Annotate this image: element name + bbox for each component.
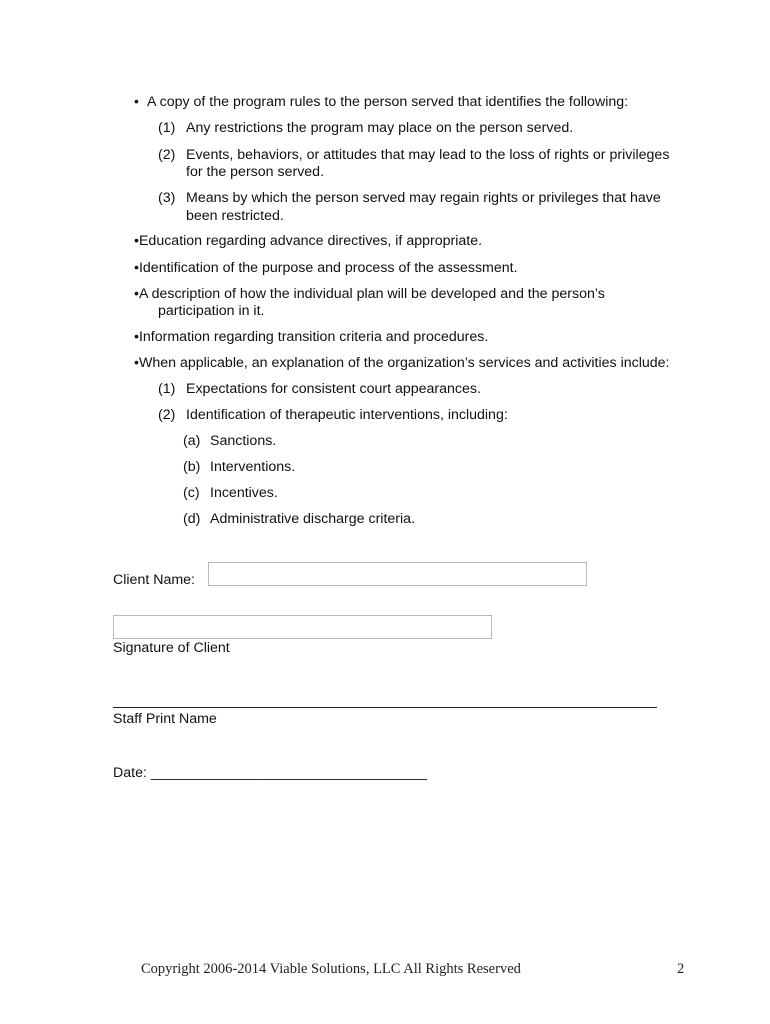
copyright-footer: Copyright 2006-2014 Viable Solutions, LLC All Rights Reserved bbox=[141, 961, 521, 977]
list-item-text: •A description of how the individual plan will be developed and the person’s bbox=[134, 286, 605, 302]
list-marker: (1) bbox=[158, 120, 176, 136]
list-marker: (3) bbox=[158, 190, 176, 206]
list-item-text: Administrative discharge criteria. bbox=[210, 511, 416, 527]
list-item-text: Identification of therapeutic interventions, including: bbox=[186, 407, 508, 423]
list-item-text: •Information regarding transition criteria and procedures. bbox=[134, 329, 489, 345]
client-name-label: Client Name: bbox=[113, 572, 196, 588]
list-marker: (2) bbox=[158, 407, 176, 423]
list-item-text: •When applicable, an explanation of the organization’s services and activities include: bbox=[134, 355, 670, 371]
list-item-text: •Education regarding advance directives, if appropriate. bbox=[134, 233, 483, 249]
date-line: Date: ___________________________________ bbox=[113, 765, 428, 781]
staff-print-name-label: Staff Print Name bbox=[113, 711, 217, 727]
list-item-text: Expectations for consistent court appearances. bbox=[186, 381, 481, 397]
signature-label: Signature of Client bbox=[113, 640, 230, 656]
list-item-text: A copy of the program rules to the person served that identifies the following: bbox=[147, 94, 629, 110]
list-item-text: Any restrictions the program may place on the person served. bbox=[186, 120, 574, 136]
list-item-text: Interventions. bbox=[210, 459, 296, 475]
list-item-text: participation in it. bbox=[158, 303, 265, 319]
list-marker: (c) bbox=[183, 485, 200, 501]
list-item-text: Sanctions. bbox=[210, 433, 277, 449]
list-marker: (2) bbox=[158, 147, 176, 163]
list-marker: (b) bbox=[183, 459, 201, 475]
staff-name-line bbox=[113, 707, 657, 708]
list-item-text: for the person served. bbox=[186, 164, 325, 180]
list-marker: (d) bbox=[183, 511, 201, 527]
list-item-text: Means by which the person served may regain rights or privileges that have bbox=[186, 190, 661, 206]
list-item-text: Events, behaviors, or attitudes that may lead to the loss of rights or privileges bbox=[186, 147, 670, 163]
bullet: • bbox=[134, 94, 139, 110]
list-item-text: been restricted. bbox=[186, 208, 284, 224]
client-name-field[interactable] bbox=[208, 562, 587, 586]
list-marker: (1) bbox=[158, 381, 176, 397]
page-number: 2 bbox=[677, 961, 685, 977]
list-marker: (a) bbox=[183, 433, 201, 449]
list-item-text: Incentives. bbox=[210, 485, 278, 501]
signature-field[interactable] bbox=[113, 615, 492, 639]
list-item-text: •Identification of the purpose and process of the assessment. bbox=[134, 260, 518, 276]
